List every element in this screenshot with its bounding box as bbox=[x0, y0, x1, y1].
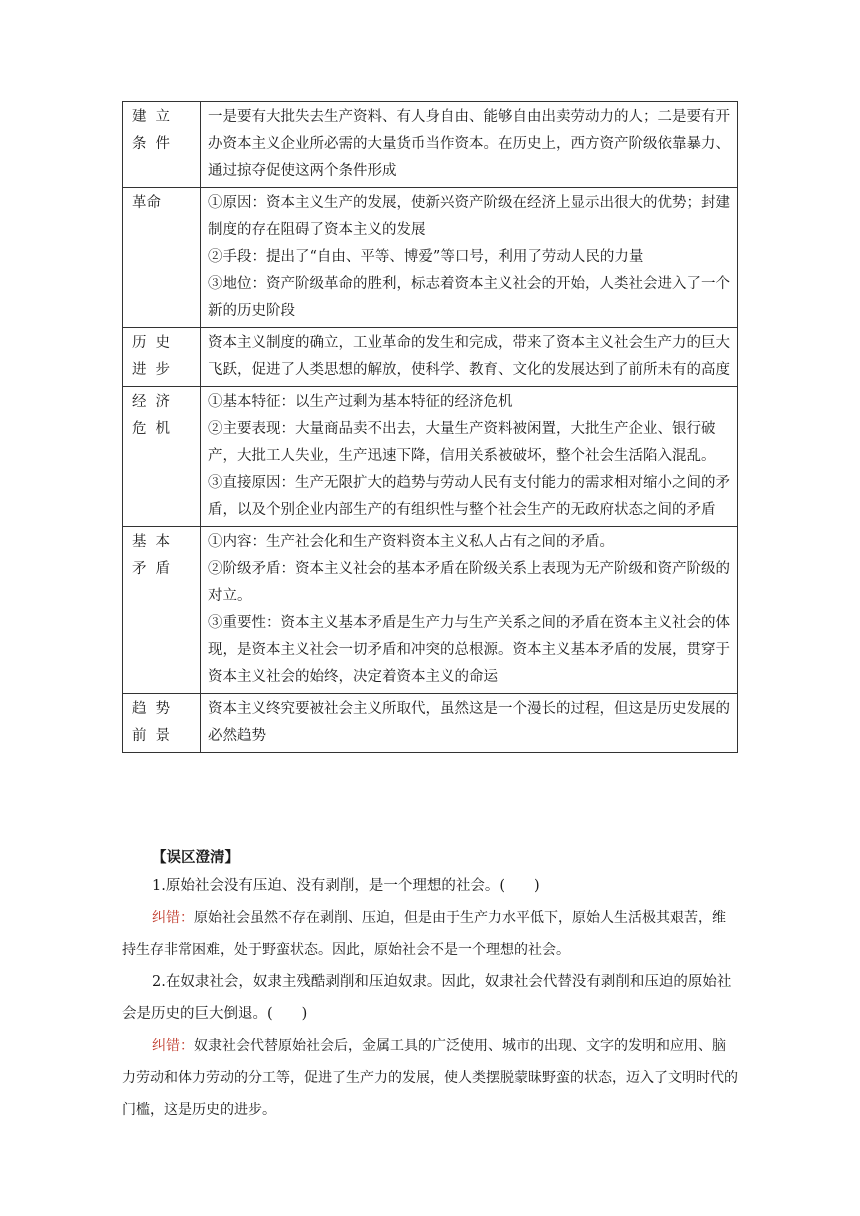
table-row bbox=[123, 328, 738, 387]
table-row bbox=[123, 387, 738, 527]
table-row bbox=[123, 102, 738, 188]
misconception-item bbox=[122, 870, 738, 966]
row-label: 历史进步 bbox=[123, 328, 201, 387]
row-paragraph: 一是要有大批失去生产资料、有人身自由、能够自由出卖劳动力的人；二是要有开办资本主义企业所必需的大量货币当作资本。在历史上，西方资产阶级依靠暴力、通过掠夺促使这两个条件形成 bbox=[208, 109, 730, 179]
correction-text: 奴隶社会代替原始社会后，金属工具的广泛使用、城市的出现、文字的发明和应用、脑力劳动和体力劳动的分工等，促进了生产力的发展，使人类摆脱蒙昧野蛮的状态，迈入了文明时代的门槛，这是历史的进步。 bbox=[122, 1038, 738, 1118]
row-paragraph: ①原因：资本主义生产的发展，使新兴资产阶级在经济上显示出很大的优势；封建制度的存在阻碍了资本主义的发展 bbox=[208, 195, 730, 238]
row-paragraph: ②手段：提出了“自由、平等、博爱”等口号，利用了劳动人民的力量 bbox=[208, 249, 644, 265]
row-paragraph: ②主要表现：大量商品卖不出去，大量生产资料被闲置，大批生产企业、银行破产，大批工人失业，生产迅速下降，信用关系被破坏，整个社会生活陷入混乱。 bbox=[208, 421, 716, 464]
row-paragraph: ②阶级矛盾：资本主义社会的基本矛盾在阶级关系上表现为无产阶级和资产阶级的对立。 bbox=[208, 561, 730, 604]
misconception-item bbox=[122, 966, 738, 1126]
misconception-question: 2.在奴隶社会，奴隶主残酷剥削和压迫奴隶。因此，奴隶社会代替没有剥削和压迫的原始社会是历史的巨大倒退。( ) bbox=[122, 974, 732, 1022]
row-paragraph: ③直接原因：生产无限扩大的趋势与劳动人民有支付能力的需求相对缩小之间的矛盾，以及个别企业内部生产的有组织性与整个社会生产的无政府状态之间的矛盾 bbox=[208, 475, 730, 518]
row-paragraph: ①内容：生产社会化和生产资料资本主义私人占有之间的矛盾。 bbox=[208, 534, 614, 550]
row-paragraph: ③重要性：资本主义基本矛盾是生产力与生产关系之间的矛盾在资本主义社会的体现，是资本主义社会一切矛盾和冲突的总根源。资本主义基本矛盾的发展，贯穿于资本主义社会的始终，决定着资本主义的命运 bbox=[208, 615, 730, 685]
correction-label: 纠错： bbox=[152, 910, 194, 926]
row-content bbox=[201, 527, 738, 694]
row-content bbox=[201, 102, 738, 188]
row-label: 建立条件 bbox=[123, 102, 201, 188]
correction-paragraph bbox=[122, 1030, 738, 1126]
row-paragraph: ③地位：资产阶级革命的胜利，标志着资本主义社会的开始，人类社会进入了一个新的历史阶段 bbox=[208, 276, 730, 319]
table-row bbox=[123, 694, 738, 753]
section-heading: 【误区澄清】 bbox=[152, 850, 239, 866]
row-content bbox=[201, 387, 738, 527]
table-row bbox=[123, 188, 738, 328]
row-label: 基本矛盾 bbox=[123, 527, 201, 694]
correction-paragraph bbox=[122, 902, 738, 966]
table-row bbox=[123, 527, 738, 694]
row-label: 趋势前景 bbox=[123, 694, 201, 753]
correction-label: 纠错： bbox=[152, 1038, 194, 1054]
misconception-question: 1.原始社会没有压迫、没有剥削，是一个理想的社会。( ) bbox=[152, 878, 540, 894]
row-paragraph: ①基本特征：以生产过剩为基本特征的经济危机 bbox=[208, 394, 513, 410]
row-label: 革命 bbox=[123, 188, 201, 328]
row-paragraph: 资本主义终究要被社会主义所取代，虽然这是一个漫长的过程，但这是历史发展的必然趋势 bbox=[208, 701, 730, 744]
row-paragraph: 资本主义制度的确立，工业革命的发生和完成，带来了资本主义社会生产力的巨大飞跃，促进了人类思想的解放，使科学、教育、文化的发展达到了前所未有的高度 bbox=[208, 335, 730, 378]
row-content bbox=[201, 694, 738, 753]
row-content bbox=[201, 328, 738, 387]
row-content bbox=[201, 188, 738, 328]
capitalism-summary-table bbox=[122, 101, 738, 753]
row-label: 经济危机 bbox=[123, 387, 201, 527]
correction-text: 原始社会虽然不存在剥削、压迫，但是由于生产力水平低下，原始人生活极其艰苦，维持生存非常困难，处于野蛮状态。因此，原始社会不是一个理想的社会。 bbox=[122, 910, 726, 958]
